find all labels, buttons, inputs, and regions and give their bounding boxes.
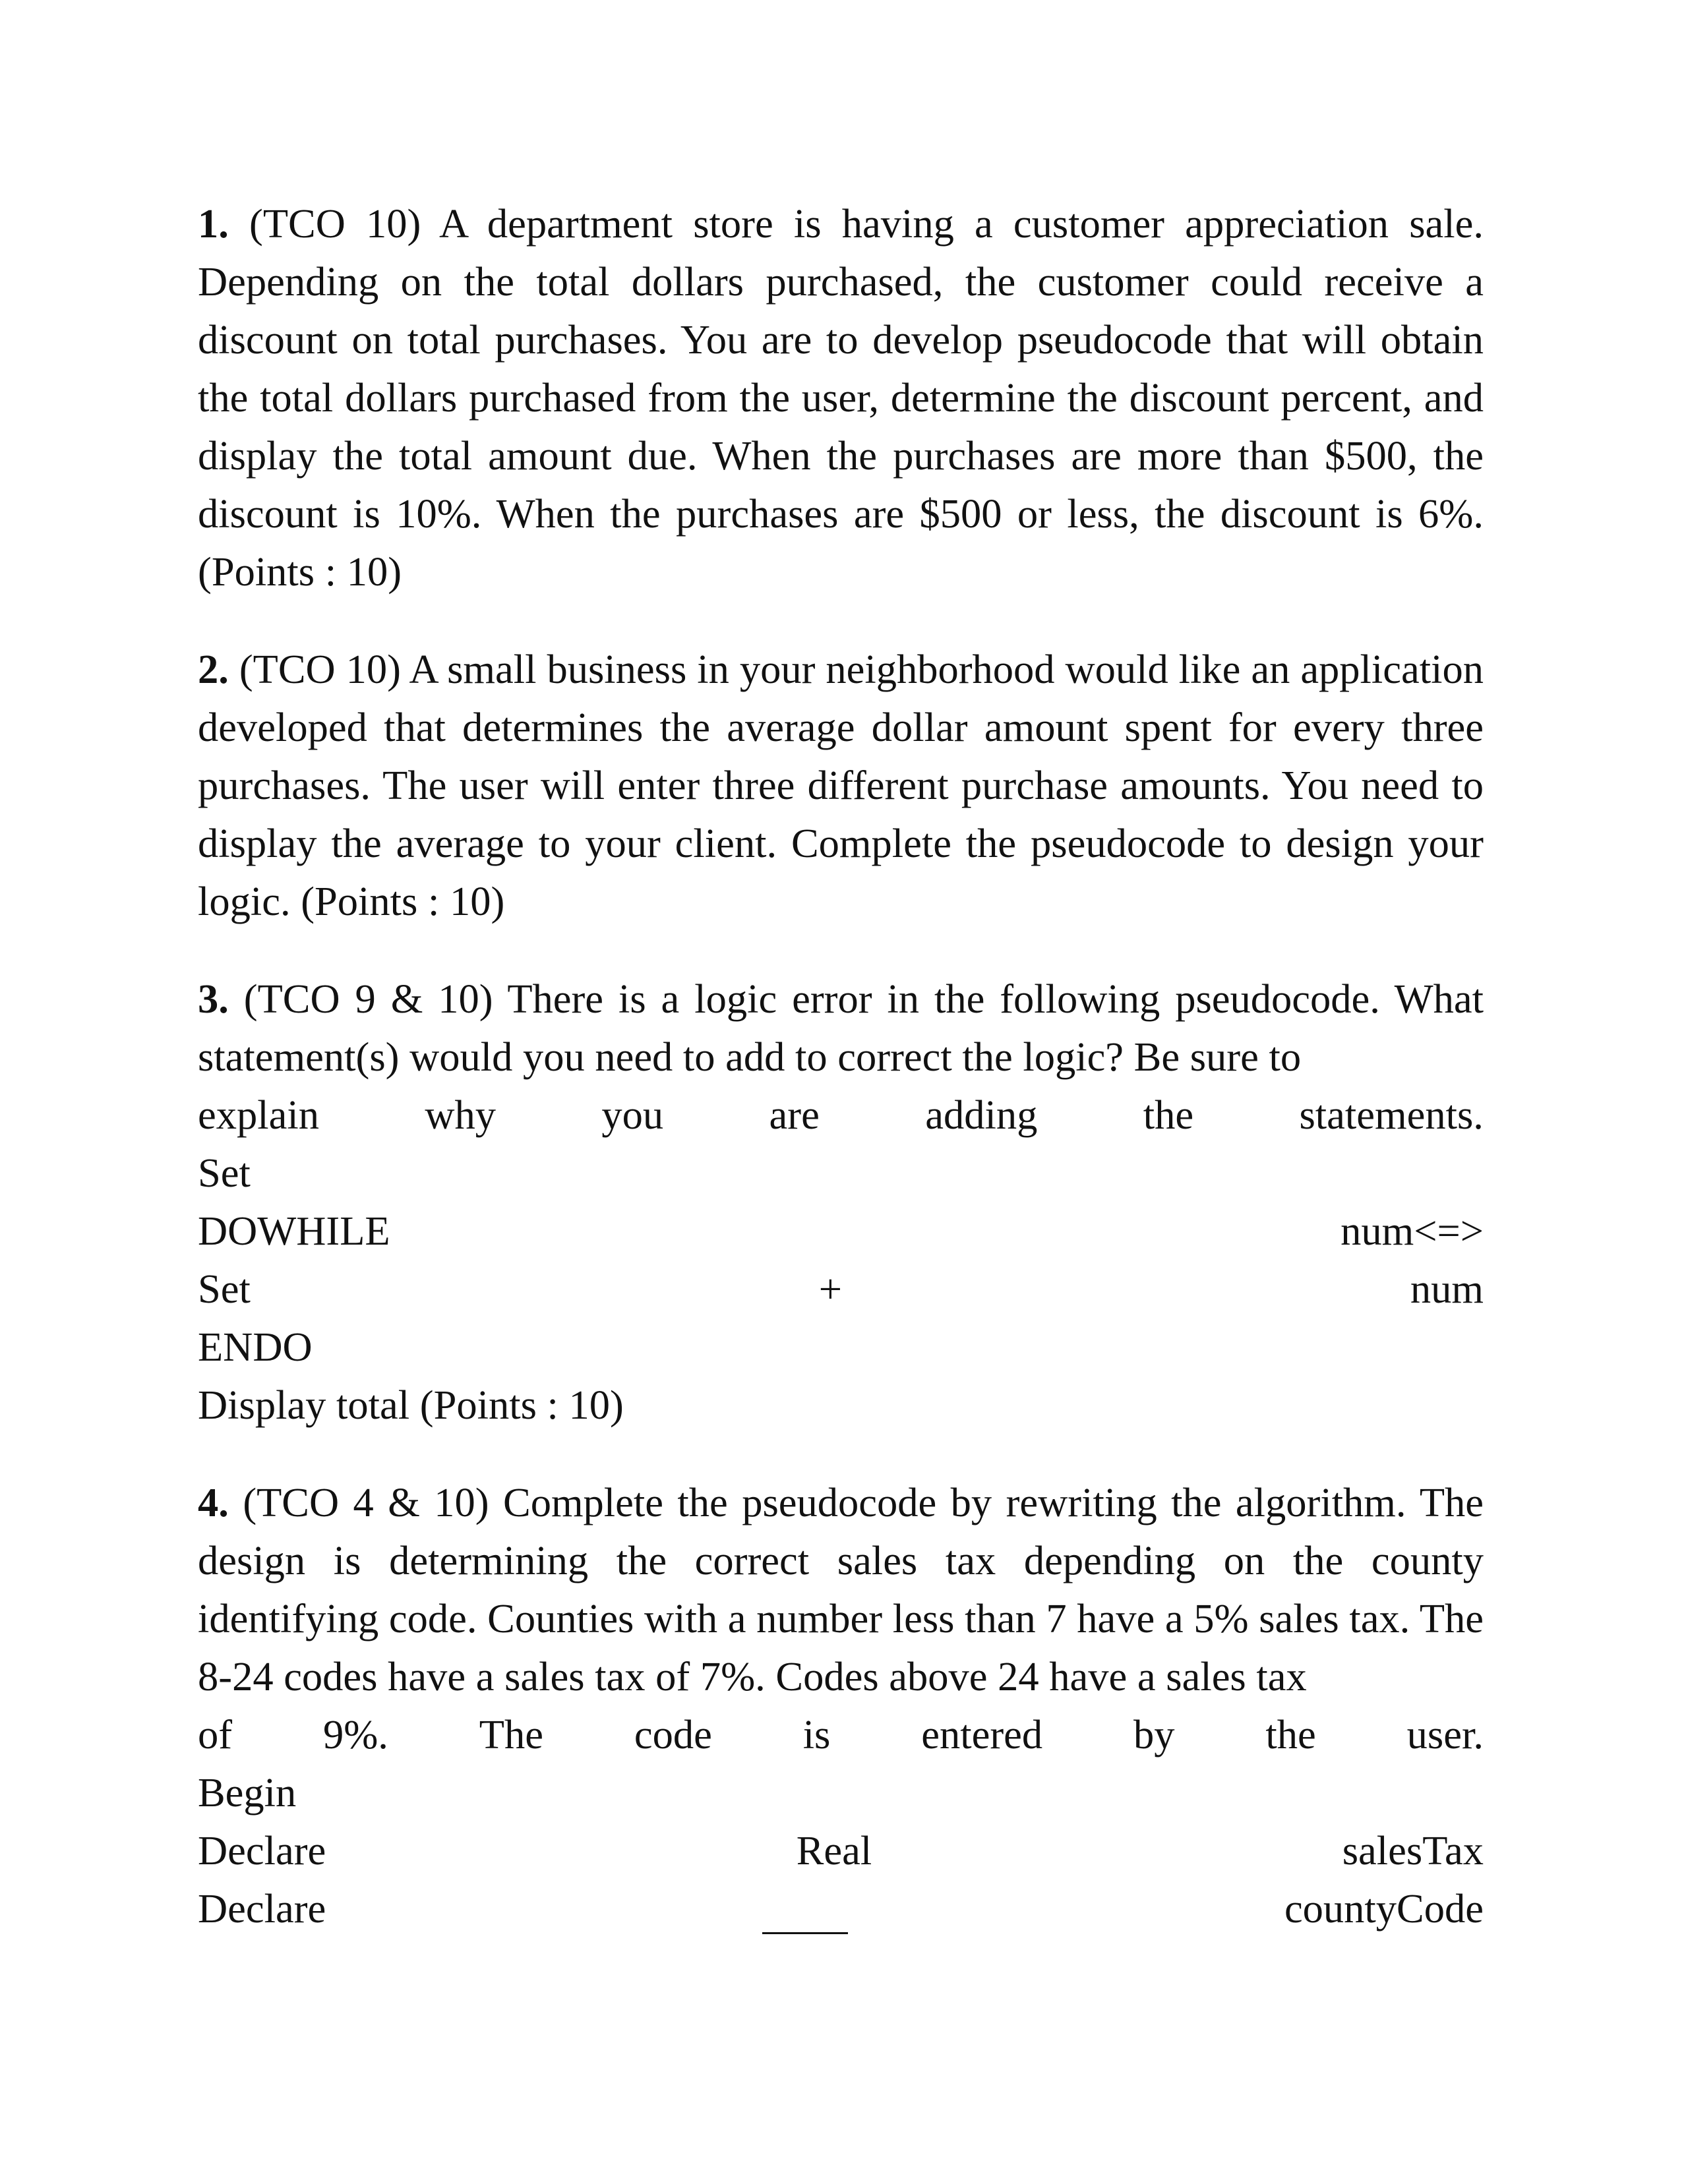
code-token: Declare <box>198 1885 326 1932</box>
question-1 <box>198 194 1484 601</box>
code-token: + <box>818 1266 842 1312</box>
question-number: 4. <box>198 1479 229 1525</box>
word: statements. <box>1299 1092 1484 1138</box>
code-token: Display total (Points : 10) <box>198 1382 624 1428</box>
code-token: Declare <box>198 1827 326 1874</box>
code-token: ENDO <box>198 1324 313 1370</box>
question-text: (TCO 9 & 10) There is a logic error in the following pseudocode. What statement(s) would you need to add to correct the logic? Be sure to <box>198 976 1484 1080</box>
word: code <box>634 1711 712 1757</box>
word: 9%. <box>322 1711 388 1757</box>
question-4 <box>198 1473 1484 1937</box>
word: The <box>479 1711 543 1757</box>
code-token: Set <box>198 1266 251 1312</box>
question-1-paragraph <box>198 194 1484 601</box>
code-token: Real <box>796 1827 872 1874</box>
code-line <box>198 1376 1484 1434</box>
word: of <box>198 1711 233 1757</box>
word: are <box>769 1092 820 1138</box>
word: you <box>601 1092 664 1138</box>
word: is <box>802 1711 831 1757</box>
code-line <box>198 1144 1484 1202</box>
code-line <box>198 1202 1484 1260</box>
word: user. <box>1406 1711 1484 1757</box>
code-token: Begin <box>198 1769 297 1815</box>
code-line <box>198 1821 1484 1879</box>
question-4-paragraph <box>198 1473 1484 1705</box>
code-token: num<=> <box>1341 1208 1484 1254</box>
code-line <box>198 1763 1484 1821</box>
question-2 <box>198 640 1484 930</box>
word: the <box>1143 1092 1194 1138</box>
code-line <box>198 1318 1484 1376</box>
question-number: 2. <box>198 646 229 692</box>
blank-underline <box>762 1879 848 1937</box>
word: why <box>425 1092 496 1138</box>
question-text: (TCO 4 & 10) Complete the pseudocode by rewriting the algorithm. The design is determining the correct sales tax depending on the county identifying code. Counties with a number less than 7 have a 5% sales tax. The 8-24 codes have a sales tax of 7%. Codes above 24 have a sales tax <box>198 1479 1484 1699</box>
question-number: 3. <box>198 976 229 1022</box>
spread-line <box>198 1086 1484 1144</box>
word: by <box>1133 1711 1175 1757</box>
question-number: 1. <box>198 200 229 247</box>
code-token: DOWHILE <box>198 1208 390 1254</box>
code-line <box>198 1879 1484 1937</box>
code-line <box>198 1260 1484 1318</box>
question-3-paragraph <box>198 970 1484 1086</box>
word: adding <box>925 1092 1038 1138</box>
question-3 <box>198 970 1484 1434</box>
word: explain <box>198 1092 319 1138</box>
word: the <box>1265 1711 1316 1757</box>
code-token: countyCode <box>1284 1885 1484 1932</box>
document-page <box>198 194 1484 1977</box>
word: entered <box>921 1711 1043 1757</box>
spread-line <box>198 1705 1484 1763</box>
code-token: num <box>1410 1266 1484 1312</box>
question-text: (TCO 10) A small business in your neighborhood would like an application developed that determines the average dollar amount spent for every three purchases. The user will enter three different purchase amounts. You need to display the average to your client. Complete the pseudocode to design your logic. (Points : 10) <box>198 646 1484 924</box>
question-2-paragraph <box>198 640 1484 930</box>
question-text: (TCO 10) A department store is having a customer appreciation sale. Depending on the total dollars purchased, the customer could receive a discount on total purchases. You are to develop pseudocode that will obtain the total dollars purchased from the user, determine the discount percent, and display the total amount due. When the purchases are more than $500, the discount is 10%. When the purchases are $500 or less, the discount is 6%. (Points : 10) <box>198 200 1484 595</box>
code-token: salesTax <box>1342 1827 1484 1874</box>
code-token: Set <box>198 1150 251 1196</box>
